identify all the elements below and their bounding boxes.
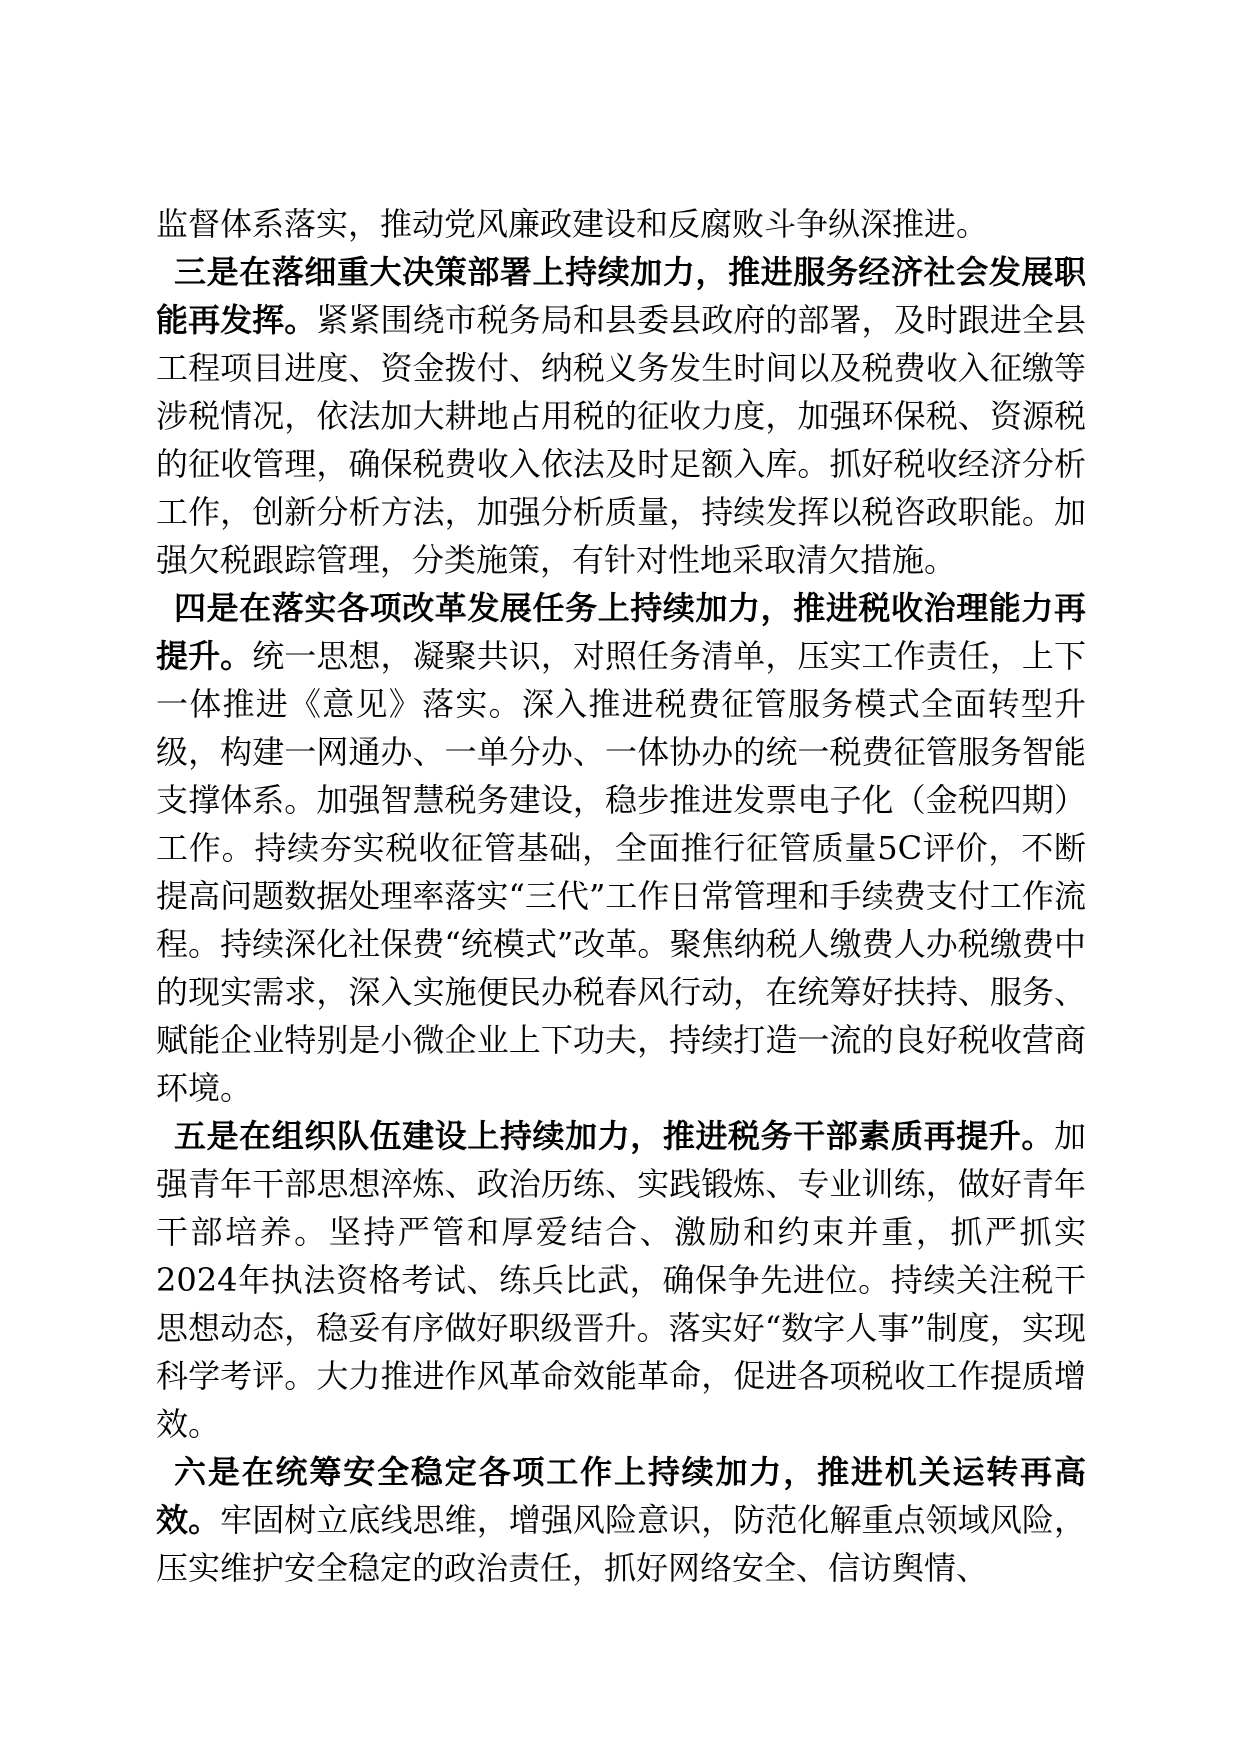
paragraph-2-body: 紧紧围绕市税务局和县委县政府的部署，及时跟进全县工程项目进度、资金拨付、纳税义务发生时间以及税费收入征缴等涉税情况，依法加大耕地占用税的征收力度，加强环保税、资源税的征收管理，确保税费收入依法及时足额入库。抓好税收经济分析工作，创新分析方法，加强分析质量，持续发挥以税咨政职能。加强欠税跟踪管理，分类施策，有针对性地采取清欠措施。 bbox=[156, 301, 1086, 579]
paragraph-2 bbox=[156, 248, 1086, 584]
paragraph-1 bbox=[156, 200, 1086, 248]
document-body bbox=[156, 200, 1086, 1592]
paragraph-5 bbox=[156, 1448, 1086, 1592]
paragraph-3 bbox=[156, 584, 1086, 1112]
paragraph-3-heading: 四是在落实各项改革发展任务上持续加力，推进税收治理能力再提升。 bbox=[156, 589, 1086, 675]
paragraph-4 bbox=[156, 1112, 1086, 1448]
paragraph-5-heading: 六是在统筹安全稳定各项工作上持续加力，推进机关运转再高效。 bbox=[156, 1453, 1086, 1539]
paragraph-4-body: 加强青年干部思想淬炼、政治历练、实践锻炼、专业训练，做好青年干部培养。坚持严管和厚爱结合、激励和约束并重，抓严抓实2024年执法资格考试、练兵比武，确保争先进位。持续关注税干思想动态，稳妥有序做好职级晋升。落实好“数字人事”制度，实现科学考评。大力推进作风革命效能革命，促进各项税收工作提质增效。 bbox=[156, 1117, 1086, 1443]
paragraph-2-heading: 三是在落细重大决策部署上持续加力，推进服务经济社会发展职能再发挥。 bbox=[156, 253, 1086, 339]
paragraph-4-heading: 五是在组织队伍建设上持续加力，推进税务干部素质再提升。 bbox=[174, 1117, 1054, 1155]
paragraph-3-body: 统一思想，凝聚共识，对照任务清单，压实工作责任，上下一体推进《意见》落实。深入推进税费征管服务模式全面转型升级，构建一网通办、一单分办、一体协办的统一税费征管服务智能支撑体系。加强智慧税务建设，稳步推进发票电子化（金税四期）工作。持续夯实税收征管基础，全面推行征管质量5C评价，不断提高问题数据处理率落实“三代”工作日常管理和手续费支付工作流程。持续深化社保费“统模式”改革。聚焦纳税人缴费人办税缴费中的现实需求，深入实施便民办税春风行动，在统筹好扶持、服务、赋能企业特别是小微企业上下功夫，持续打造一流的良好税收营商环境。 bbox=[156, 637, 1086, 1107]
paragraph-1-body: 监督体系落实，推动党风廉政建设和反腐败斗争纵深推进。 bbox=[156, 205, 989, 243]
paragraph-5-body: 牢固树立底线思维，增强风险意识，防范化解重点领域风险，压实维护安全稳定的政治责任，抓好网络安全、信访舆情、 bbox=[156, 1501, 1086, 1587]
